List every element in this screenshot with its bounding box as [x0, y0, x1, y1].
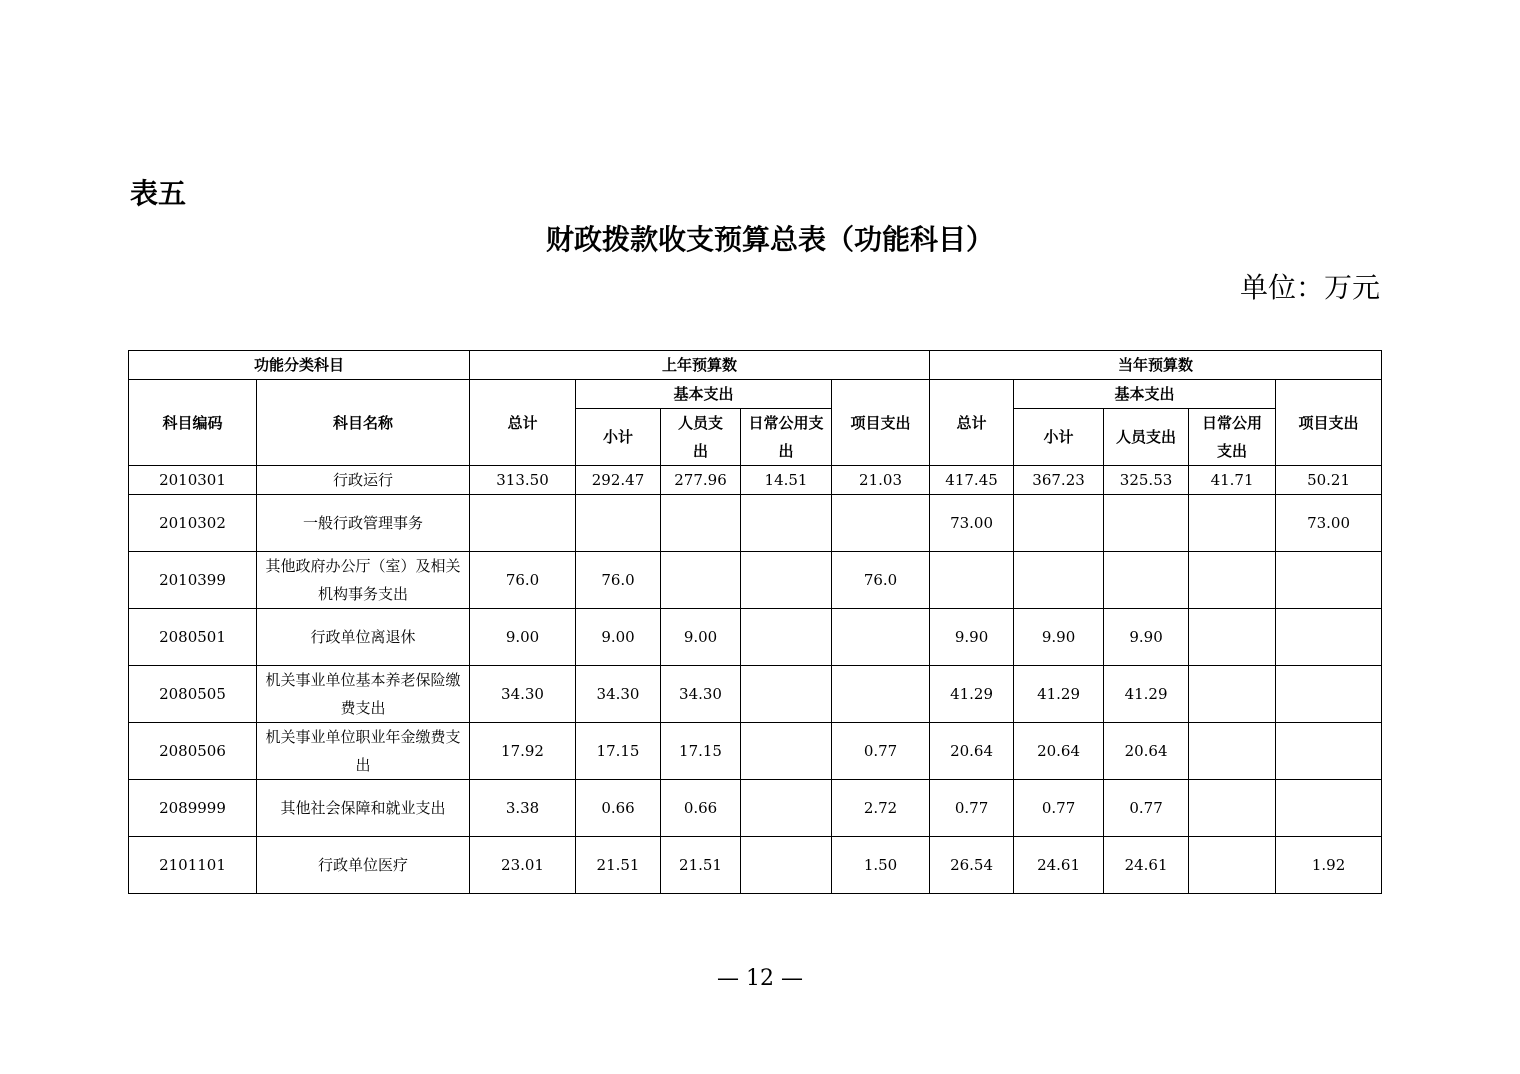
- cell-current-personnel: 9.90: [1104, 609, 1189, 666]
- table-row: [129, 552, 1382, 609]
- cell-current-daily: [1189, 495, 1276, 552]
- cell-prior-subtotal: 34.30: [576, 666, 661, 723]
- cell-current-daily: [1189, 666, 1276, 723]
- cell-prior-daily: [741, 837, 832, 894]
- cell-prior-daily: [741, 780, 832, 837]
- cell-current-subtotal: 367.23: [1014, 466, 1104, 495]
- cell-prior-daily: [741, 552, 832, 609]
- cell-prior-daily: [741, 495, 832, 552]
- header-current-total: 总计: [930, 380, 1014, 466]
- cell-name: 其他政府办公厅（室）及相关机构事务支出: [257, 552, 470, 609]
- cell-prior-subtotal: 0.66: [576, 780, 661, 837]
- cell-prior-total: 23.01: [470, 837, 576, 894]
- cell-current-total: 417.45: [930, 466, 1014, 495]
- cell-current-project: 73.00: [1276, 495, 1382, 552]
- cell-prior-total: 313.50: [470, 466, 576, 495]
- cell-current-subtotal: 9.90: [1014, 609, 1104, 666]
- cell-current-total: 0.77: [930, 780, 1014, 837]
- header-prior-project: 项目支出: [832, 380, 930, 466]
- page-number: — 12 —: [717, 966, 803, 991]
- header-prior-basic: 基本支出: [576, 380, 832, 409]
- cell-code: 2080501: [129, 609, 257, 666]
- cell-current-project: [1276, 780, 1382, 837]
- cell-current-personnel: 24.61: [1104, 837, 1189, 894]
- cell-current-subtotal: 20.64: [1014, 723, 1104, 780]
- cell-current-daily: [1189, 552, 1276, 609]
- header-row-1: [129, 351, 1382, 380]
- cell-prior-project: 0.77: [832, 723, 930, 780]
- cell-prior-personnel: 34.30: [661, 666, 741, 723]
- cell-current-project: [1276, 666, 1382, 723]
- cell-current-daily: [1189, 780, 1276, 837]
- cell-current-subtotal: 0.77: [1014, 780, 1104, 837]
- cell-name: 机关事业单位职业年金缴费支出: [257, 723, 470, 780]
- cell-prior-total: 3.38: [470, 780, 576, 837]
- header-prior-total: 总计: [470, 380, 576, 466]
- header-current-subtotal: 小计: [1014, 409, 1104, 466]
- header-prior-year: 上年预算数: [470, 351, 930, 380]
- header-current-daily: 日常公用支出: [1189, 409, 1276, 466]
- cell-current-daily: [1189, 723, 1276, 780]
- table-label: 表五: [130, 177, 187, 210]
- header-prior-personnel: 人员支出: [661, 409, 741, 466]
- cell-code: 2080505: [129, 666, 257, 723]
- cell-code: 2089999: [129, 780, 257, 837]
- cell-name: 行政单位医疗: [257, 837, 470, 894]
- header-prior-subtotal: 小计: [576, 409, 661, 466]
- cell-prior-total: 9.00: [470, 609, 576, 666]
- cell-name: 其他社会保障和就业支出: [257, 780, 470, 837]
- cell-prior-subtotal: 9.00: [576, 609, 661, 666]
- cell-prior-subtotal: [576, 495, 661, 552]
- header-current-basic: 基本支出: [1014, 380, 1276, 409]
- header-row-2: [129, 380, 1382, 409]
- header-functional-category: 功能分类科目: [129, 351, 470, 380]
- cell-prior-daily: [741, 666, 832, 723]
- cell-current-personnel: [1104, 495, 1189, 552]
- cell-prior-personnel: [661, 552, 741, 609]
- cell-current-total: 9.90: [930, 609, 1014, 666]
- cell-prior-personnel: 9.00: [661, 609, 741, 666]
- table-row: [129, 723, 1382, 780]
- table-row: [129, 466, 1382, 495]
- cell-prior-total: 76.0: [470, 552, 576, 609]
- cell-current-personnel: 20.64: [1104, 723, 1189, 780]
- cell-current-project: 1.92: [1276, 837, 1382, 894]
- cell-prior-subtotal: 292.47: [576, 466, 661, 495]
- cell-prior-project: 21.03: [832, 466, 930, 495]
- cell-current-subtotal: 24.61: [1014, 837, 1104, 894]
- header-name: 科目名称: [257, 380, 470, 466]
- cell-prior-daily: [741, 723, 832, 780]
- table-row: [129, 609, 1382, 666]
- table-row: [129, 837, 1382, 894]
- cell-current-total: [930, 552, 1014, 609]
- cell-current-total: 20.64: [930, 723, 1014, 780]
- cell-code: 2080506: [129, 723, 257, 780]
- cell-current-project: [1276, 552, 1382, 609]
- cell-prior-daily: 14.51: [741, 466, 832, 495]
- cell-code: 2010302: [129, 495, 257, 552]
- header-current-year: 当年预算数: [930, 351, 1382, 380]
- cell-current-subtotal: [1014, 552, 1104, 609]
- cell-current-total: 73.00: [930, 495, 1014, 552]
- cell-current-personnel: 0.77: [1104, 780, 1189, 837]
- cell-name: 行政运行: [257, 466, 470, 495]
- cell-current-subtotal: 41.29: [1014, 666, 1104, 723]
- unit-label: 单位：万元: [1239, 271, 1380, 304]
- document-title: 财政拨款收支预算总表（功能科目）: [545, 223, 994, 256]
- table-row: [129, 666, 1382, 723]
- cell-current-daily: [1189, 837, 1276, 894]
- cell-prior-subtotal: 17.15: [576, 723, 661, 780]
- cell-current-project: [1276, 723, 1382, 780]
- cell-current-total: 41.29: [930, 666, 1014, 723]
- budget-table: [128, 350, 1382, 894]
- cell-prior-personnel: 21.51: [661, 837, 741, 894]
- table-row: [129, 780, 1382, 837]
- cell-prior-project: 2.72: [832, 780, 930, 837]
- cell-current-daily: 41.71: [1189, 466, 1276, 495]
- cell-prior-project: 1.50: [832, 837, 930, 894]
- cell-prior-project: 76.0: [832, 552, 930, 609]
- cell-code: 2010399: [129, 552, 257, 609]
- header-current-project: 项目支出: [1276, 380, 1382, 466]
- cell-current-daily: [1189, 609, 1276, 666]
- cell-prior-subtotal: 76.0: [576, 552, 661, 609]
- cell-prior-subtotal: 21.51: [576, 837, 661, 894]
- cell-code: 2101101: [129, 837, 257, 894]
- cell-current-personnel: 41.29: [1104, 666, 1189, 723]
- cell-name: 一般行政管理事务: [257, 495, 470, 552]
- cell-prior-personnel: 277.96: [661, 466, 741, 495]
- cell-prior-project: [832, 666, 930, 723]
- cell-name: 行政单位离退休: [257, 609, 470, 666]
- cell-current-personnel: [1104, 552, 1189, 609]
- cell-prior-total: 17.92: [470, 723, 576, 780]
- cell-prior-personnel: [661, 495, 741, 552]
- cell-prior-total: [470, 495, 576, 552]
- cell-prior-project: [832, 609, 930, 666]
- header-current-personnel: 人员支出: [1104, 409, 1189, 466]
- table-row: [129, 495, 1382, 552]
- header-code: 科目编码: [129, 380, 257, 466]
- cell-current-project: [1276, 609, 1382, 666]
- cell-current-project: 50.21: [1276, 466, 1382, 495]
- cell-prior-daily: [741, 609, 832, 666]
- cell-current-total: 26.54: [930, 837, 1014, 894]
- cell-prior-project: [832, 495, 930, 552]
- header-prior-daily: 日常公用支出: [741, 409, 832, 466]
- cell-code: 2010301: [129, 466, 257, 495]
- cell-prior-personnel: 17.15: [661, 723, 741, 780]
- cell-prior-personnel: 0.66: [661, 780, 741, 837]
- cell-prior-total: 34.30: [470, 666, 576, 723]
- cell-name: 机关事业单位基本养老保险缴费支出: [257, 666, 470, 723]
- cell-current-subtotal: [1014, 495, 1104, 552]
- cell-current-personnel: 325.53: [1104, 466, 1189, 495]
